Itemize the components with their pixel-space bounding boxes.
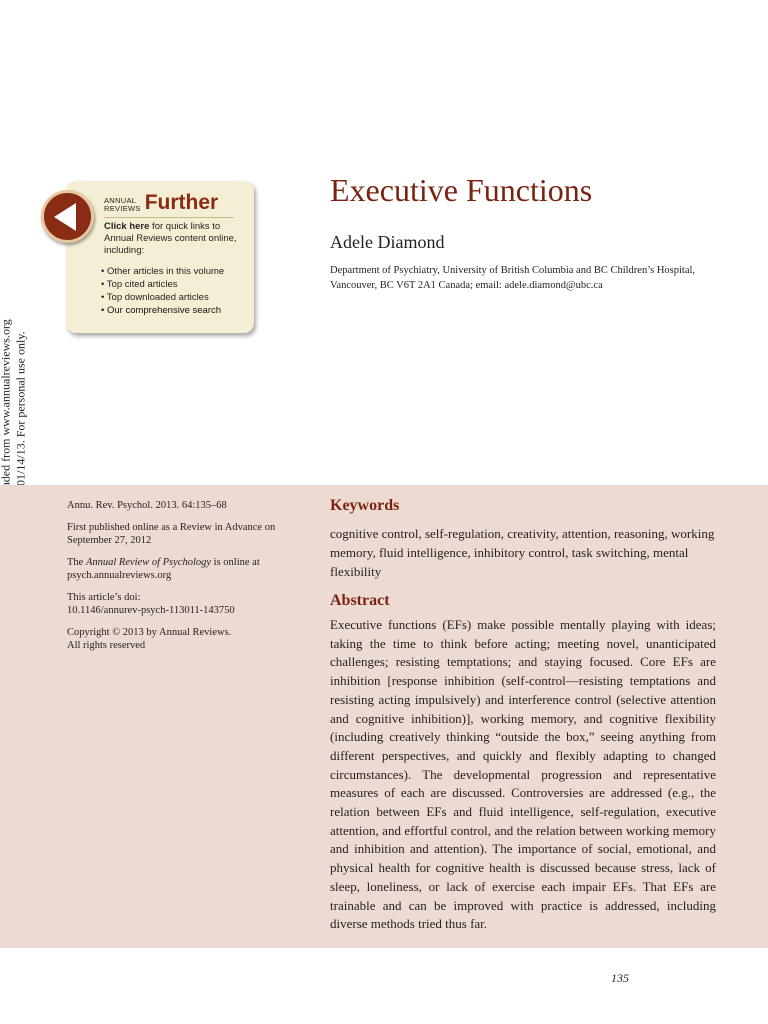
back-arrow-icon[interactable] [41, 190, 94, 243]
annual-text: ANNUAL [104, 196, 137, 205]
further-description-text: for quick links to Annual Reviews content online, including: [104, 221, 237, 256]
journal-online [67, 556, 297, 583]
further-header [104, 193, 218, 213]
journal-online-post: is online at psych.annualreviews.org [67, 556, 260, 581]
further-title: Further [144, 191, 219, 214]
link-top-cited[interactable]: • Top cited articles [101, 279, 178, 290]
journal-online-pre: The [67, 556, 86, 568]
copyright-block [67, 626, 297, 653]
doi-block [67, 591, 297, 618]
keywords-heading: Keywords [330, 497, 400, 514]
journal-name: Annual Review of Psychology [85, 556, 212, 568]
keywords-text: cognitive control, self-regulation, creativity, attention, reasoning, working memory, fluid intelligence, inhibitory control, task switching, mental flexibility [330, 526, 715, 579]
author-affiliation: Department of Psychiatry, University of British Columbia and BC Children’s Hospital, Vancouver, BC V6T 2A1 Canada; email: adele.diamond@ubc.ca [330, 265, 696, 291]
first-published: First published online as a Review in Advance on September 27, 2012 [67, 521, 276, 546]
article-title: Executive Functions [330, 172, 593, 208]
doi-value[interactable]: 10.1146/annurev-psych-113011-143750 [67, 605, 235, 616]
doi-label: This article’s doi: [67, 591, 141, 603]
author-name: Adele Diamond [330, 232, 445, 252]
reviews-text: REVIEWS [104, 204, 141, 213]
abstract-heading: Abstract [330, 592, 390, 609]
citation: Annu. Rev. Psychol. 2013. 64:135–68 [67, 500, 227, 511]
annual-reviews-logo [104, 197, 141, 213]
link-other-articles[interactable]: • Other articles in this volume [101, 266, 225, 277]
further-box[interactable] [66, 181, 254, 333]
copyright: Copyright © 2013 by Annual Reviews. [67, 626, 232, 638]
link-top-downloaded[interactable]: • Top downloaded articles [101, 292, 209, 303]
article-meta [67, 499, 297, 661]
further-divider [104, 217, 234, 218]
link-comprehensive-search[interactable]: • Our comprehensive search [101, 305, 222, 316]
abstract-text: Executive functions (EFs) make possible mentally playing with ideas; taking the time to think before acting; meeting novel, unanticipated challenges; resisting temptations; and staying focused. Core EFs are inhibition [response inhibition (self-control—resisting temptations and resisting acting impulsively) and interference control (selective attention and cognitive inhibition)], working memory, and cognitive flexibility (including creatively thinking “outside the box,” seeing anything from different perspectives, and quickly and flexibly adapting to changed circumstances). The developmental progression and representative measures of each are discussed. Controversies are addressed (e.g., the relation between EFs and fluid intelligence, self-regulation, executive attention, and effortful control, and the relation between working memory and inhibition and attention). The importance of social, emotional, and physical health for cognitive health is discussed because stress, lack of sleep, loneliness, or lack of exercise each impair EFs. That EFs are trainable and can be improved with practice is addressed, including diverse methods tried thus far. [330, 617, 716, 932]
rights: All rights reserved [67, 640, 146, 651]
further-link-list [101, 265, 224, 317]
further-description [104, 221, 249, 257]
page-number: 135 [611, 971, 629, 985]
click-here-link[interactable]: Click here [104, 221, 150, 232]
